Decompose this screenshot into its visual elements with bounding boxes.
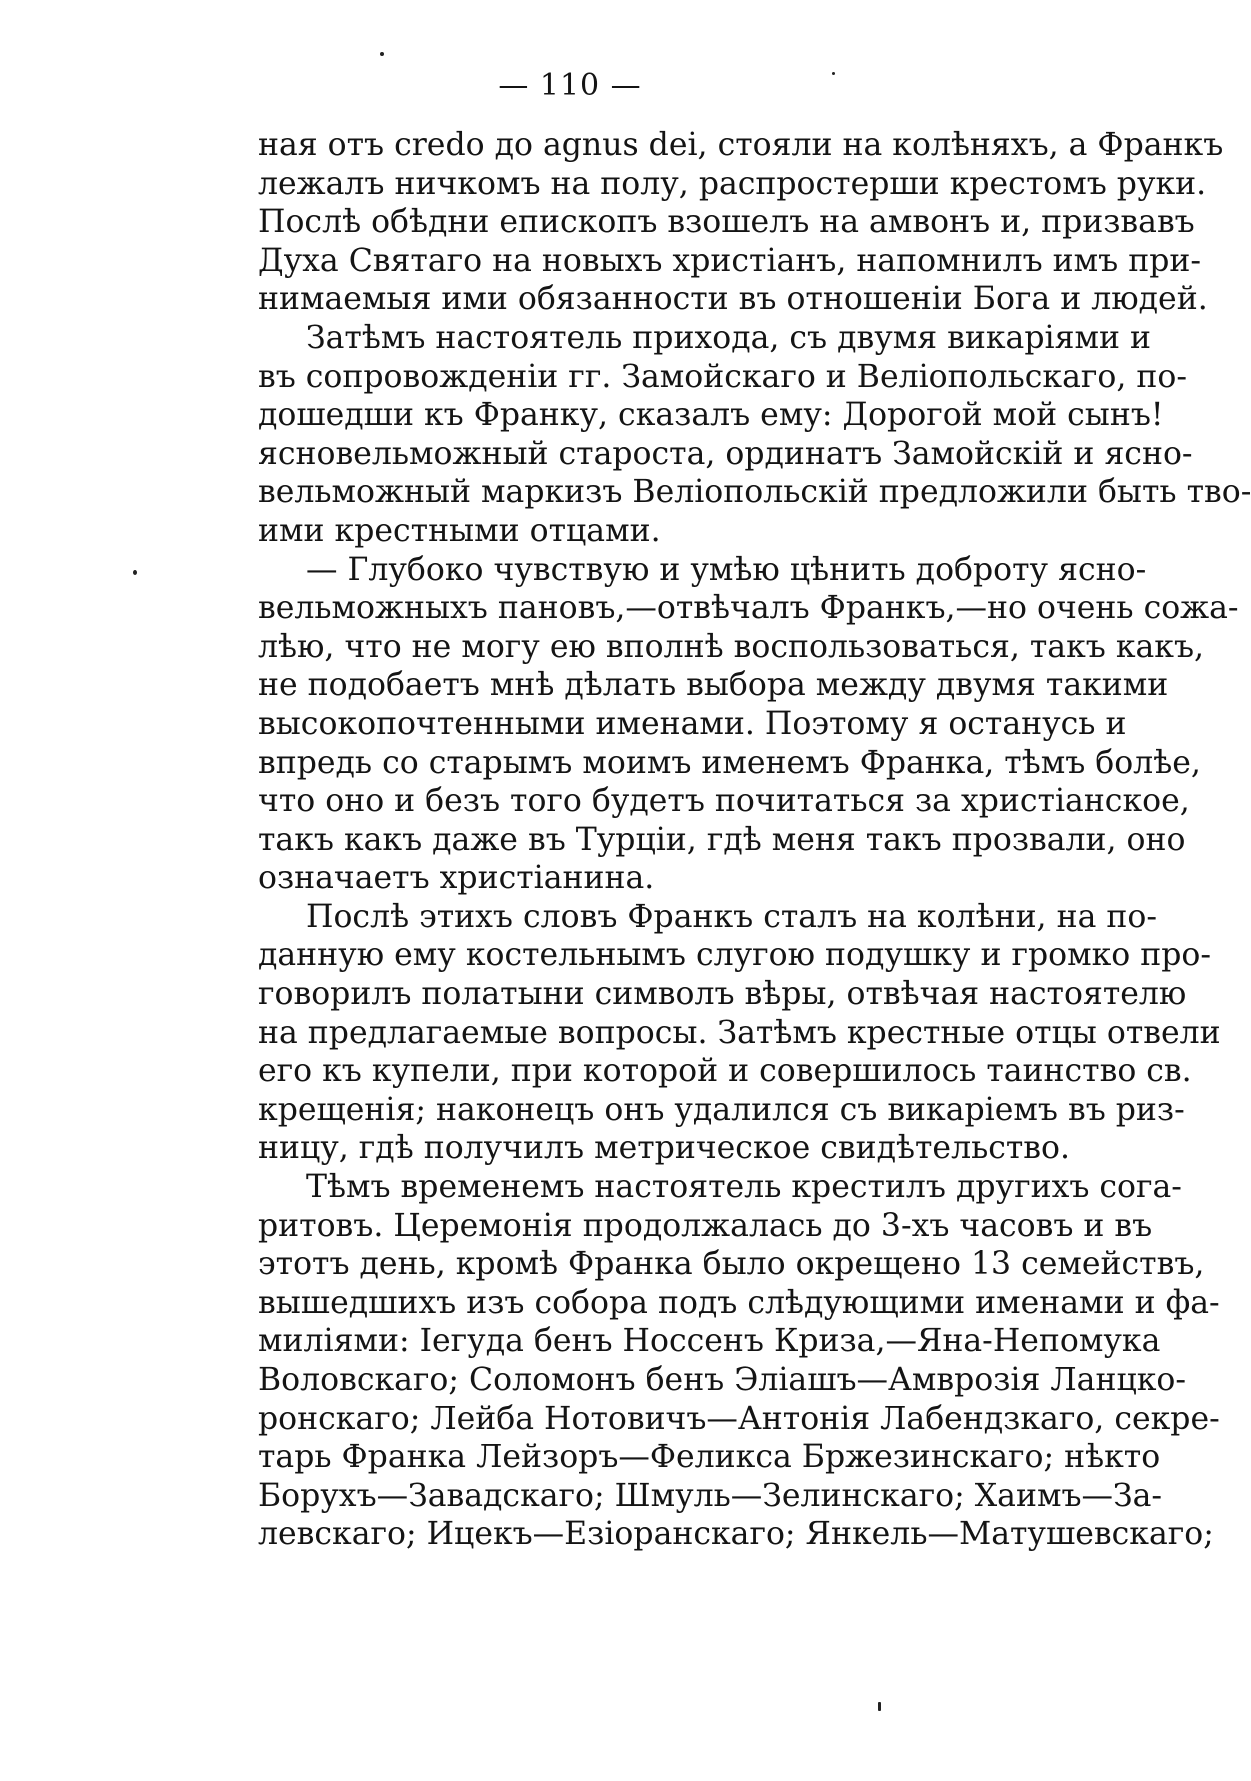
text-line: Послѣ обѣдни епископъ взошелъ на амвонъ и, призвавъ [258,204,1195,241]
text-line: этотъ день, кромѣ Франка было окрещено 13 семействъ, [258,1246,1205,1283]
paragraph-1 [258,126,1224,319]
scan-speck [133,570,137,575]
text-line: крещенія; наконецъ онъ удалился съ викаріемъ въ риз- [258,1091,1185,1128]
text-line: означаетъ христіанина. [258,860,655,897]
text-line: Борухъ—Завадскаго; Шмуль—Зелинскаго; Хаимъ—За- [258,1477,1163,1514]
paragraph-5 [258,1168,1220,1554]
text-line: ная отъ credo до agnus dei, стояли на колѣняхъ, а Франкъ [258,127,1224,163]
text-line: Послѣ этихъ словъ Франкъ сталъ на колѣни, на по- [306,898,1157,935]
text-body [258,126,1251,1554]
text-line: ницу, гдѣ получилъ метрическое свидѣтельство. [258,1130,1071,1167]
text-line: тарь Франка Лейзоръ—Феликса Бржезинскаго; нѣкто [258,1439,1161,1476]
scan-speck [380,52,384,56]
paragraph-4 [258,898,1221,1168]
text-line: лежалъ ничкомъ на полу, распростерши крестомъ руки. [258,165,1207,202]
text-line: данную ему костельнымъ слугою подушку и громко про- [258,937,1212,974]
text-line: что оно и безъ того будетъ почитаться за христіанское, [258,783,1190,820]
page-number: — 110 — [498,68,642,103]
scan-speck [878,1702,881,1711]
text-line: Тѣмъ временемъ настоятель крестилъ другихъ сога- [306,1169,1182,1206]
text-line: Духа Святаго на новыхъ христіанъ, напомнилъ имъ при- [258,242,1202,279]
text-line: вышедшихъ изъ собора подъ слѣдующими именами и фа- [258,1284,1220,1321]
scan-speck [832,72,835,75]
text-line: ритовъ. Церемонія продолжалась до 3-хъ часовъ и въ [258,1207,1153,1244]
text-line: ясновельможный староста, ординатъ Замойскій и ясно- [258,435,1193,472]
text-line: ронскаго; Лейба Нотовичъ—Антонія Лабендзкаго, секре- [258,1400,1220,1437]
text-line: вельможныхъ пановъ,—отвѣчалъ Франкъ,—но очень сожа- [258,590,1239,627]
text-line: его къ купели, при которой и совершилось таинство св. [258,1053,1192,1090]
paragraph-3 [258,551,1239,898]
text-line: дошедши къ Франку, сказалъ ему: Дорогой мой сынъ! [258,397,1164,434]
text-line: Затѣмъ настоятель прихода, съ двумя викаріями и [306,319,1151,356]
text-line: высокопочтенными именами. Поэтому я останусь и [258,705,1127,742]
text-line: левскаго; Ицекъ—Езіоранскаго; Янкель—Матушевскаго; [258,1516,1214,1553]
text-line: лѣю, что не могу ею вполнѣ воспользоваться, такъ какъ, [258,628,1205,665]
text-line: на предлагаемые вопросы. Затѣмъ крестные отцы отвели [258,1014,1221,1051]
text-line: вельможный маркизъ Веліопольскій предложили быть тво- [258,474,1251,511]
text-line: ими крестными отцами. [258,512,661,549]
paragraph-2 [258,319,1251,551]
text-line: въ сопровожденіи гг. Замойскаго и Веліопольскаго, по- [258,358,1187,395]
text-line: нимаемыя ими обязанности въ отношеніи Бога и людей. [258,281,1208,318]
text-line: впредь со старымъ моимъ именемъ Франка, тѣмъ болѣе, [258,744,1201,781]
text-line: говорилъ полатыни символъ вѣры, отвѣчая настоятелю [258,976,1187,1013]
text-line: Воловскаго; Соломонъ бенъ Эліашъ—Амврозія Ланцко- [258,1362,1187,1398]
text-line: — Глубоко чувствую и умѣю цѣнить доброту ясно- [306,551,1147,588]
text-line: миліями: Іегуда бенъ Носсенъ Криза,—Яна-Непомука [258,1323,1161,1360]
text-line: такъ какъ даже въ Турціи, гдѣ меня такъ прозвали, оно [258,821,1186,858]
text-line: не подобаетъ мнѣ дѣлать выбора между двумя такими [258,667,1169,704]
